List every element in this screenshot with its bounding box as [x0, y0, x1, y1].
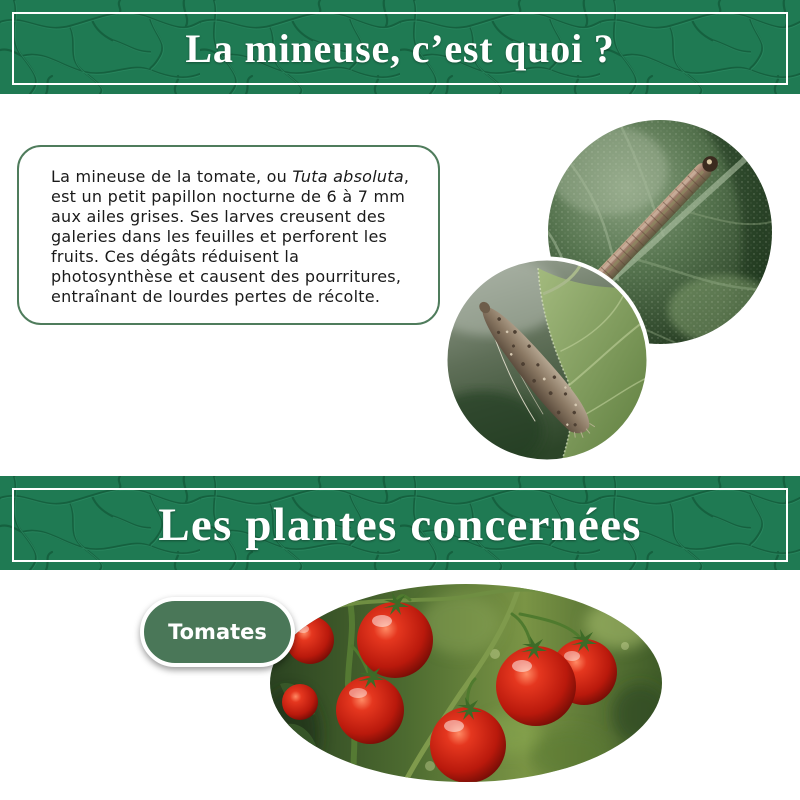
- description-box: [17, 145, 440, 325]
- section-header-what-is-it: [0, 0, 800, 94]
- description-line: aux ailes grises. Ses larves creusent des: [51, 207, 386, 226]
- description-line: fruits. Ces dégâts réduisent la: [51, 247, 300, 266]
- title-frame: [12, 12, 788, 85]
- description-line: photosynthèse et causent des pourritures,: [51, 267, 402, 286]
- plant-tag-label: Tomates: [168, 620, 267, 644]
- species-name: Tuta absoluta: [292, 167, 404, 186]
- description-text-segment: ,: [403, 167, 410, 186]
- description-text: [51, 167, 409, 307]
- description-line: galeries dans les feuilles et perforent les: [51, 227, 388, 246]
- section-title: La mineuse, c’est quoi ?: [185, 26, 615, 71]
- description-line: est un petit papillon nocturne de 6 à 7 mm: [51, 187, 406, 206]
- section-header-affected-plants: [0, 476, 800, 570]
- section-title: Les plantes concernées: [158, 499, 642, 551]
- description-line: [51, 167, 409, 187]
- title-frame: [12, 488, 788, 562]
- moth-on-leaf-photo: [443, 256, 651, 464]
- plant-tag-badge: [140, 597, 295, 667]
- tomatoes-photo: [270, 584, 662, 782]
- tomato: [282, 684, 318, 720]
- description-text-segment: La mineuse de la tomate, ou: [51, 167, 293, 186]
- description-line: entraînant de lourdes pertes de récolte.: [51, 287, 381, 306]
